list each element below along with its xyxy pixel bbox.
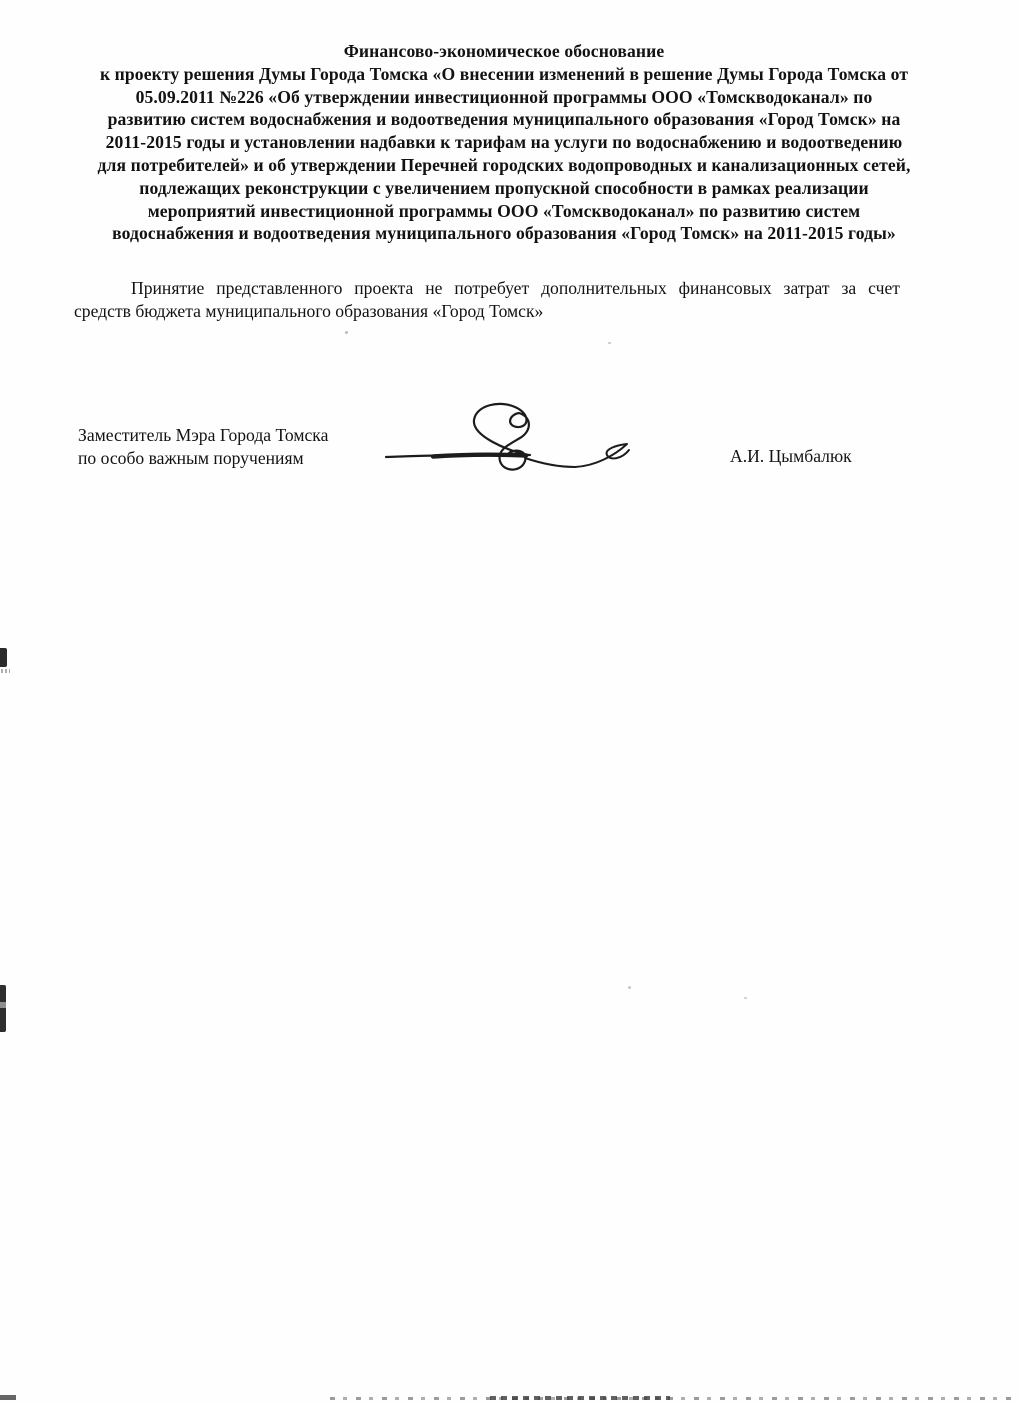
scan-artifact-bottom-corner bbox=[0, 1395, 16, 1400]
title-line: 2011-2015 годы и установлении надбавки к тарифам на услуги по водоснабжению и водоотведению bbox=[105, 132, 903, 153]
scan-artifact-speckle bbox=[628, 986, 631, 989]
body-paragraph-line: Принятие представленного проекта не потребует дополнительных финансовых затрат за счет bbox=[131, 278, 900, 298]
title-line: для потребителей» и об утверждении Перечней городских водопроводных и канализационных сетей, bbox=[97, 154, 911, 175]
title-line: 05.09.2011 №226 «Об утверждении инвестиционной программы ООО «Томскводоканал» по bbox=[135, 86, 873, 107]
title-line: развитию систем водоснабжения и водоотведения муниципального образования «Город Томск» на bbox=[107, 109, 901, 130]
scan-artifact-left-edge bbox=[0, 648, 7, 667]
signer-position-line: по особо важным поручениям bbox=[78, 447, 304, 468]
scan-artifact-bottom-line bbox=[490, 1396, 670, 1400]
scan-artifact-speckle bbox=[608, 342, 611, 344]
signer-position-title bbox=[78, 424, 328, 469]
title-line: водоснабжения и водоотведения муниципального образования «Город Томск» на 2011-2015 годы» bbox=[112, 223, 896, 244]
signer-name: А.И. Цымбалюк bbox=[730, 446, 852, 466]
scan-artifact-speckle bbox=[345, 331, 348, 334]
title-line: подлежащих реконструкции с увеличением пропускной способности в рамках реализации bbox=[139, 177, 869, 198]
scan-artifact-bottom-line bbox=[330, 1397, 1012, 1400]
scan-artifact-speckle bbox=[1, 669, 10, 673]
title-line: мероприятий инвестиционной программы ООО «Томскводоканал» по развитию систем bbox=[147, 200, 861, 221]
scan-artifact-speckle bbox=[744, 997, 747, 999]
title-line: к проекту решения Думы Города Томска «О внесении изменений в решение Думы Города Томска от bbox=[99, 63, 909, 84]
scan-artifact-left-edge bbox=[0, 985, 6, 1032]
body-paragraph-line: средств бюджета муниципального образования «Город Томск» bbox=[74, 301, 544, 321]
title-line: Финансово-экономическое обоснование bbox=[343, 41, 665, 61]
document-title bbox=[72, 40, 936, 245]
body-paragraph bbox=[74, 277, 934, 323]
signer-position-line: Заместитель Мэра Города Томска bbox=[78, 425, 329, 445]
handwritten-signature-icon bbox=[378, 398, 633, 486]
